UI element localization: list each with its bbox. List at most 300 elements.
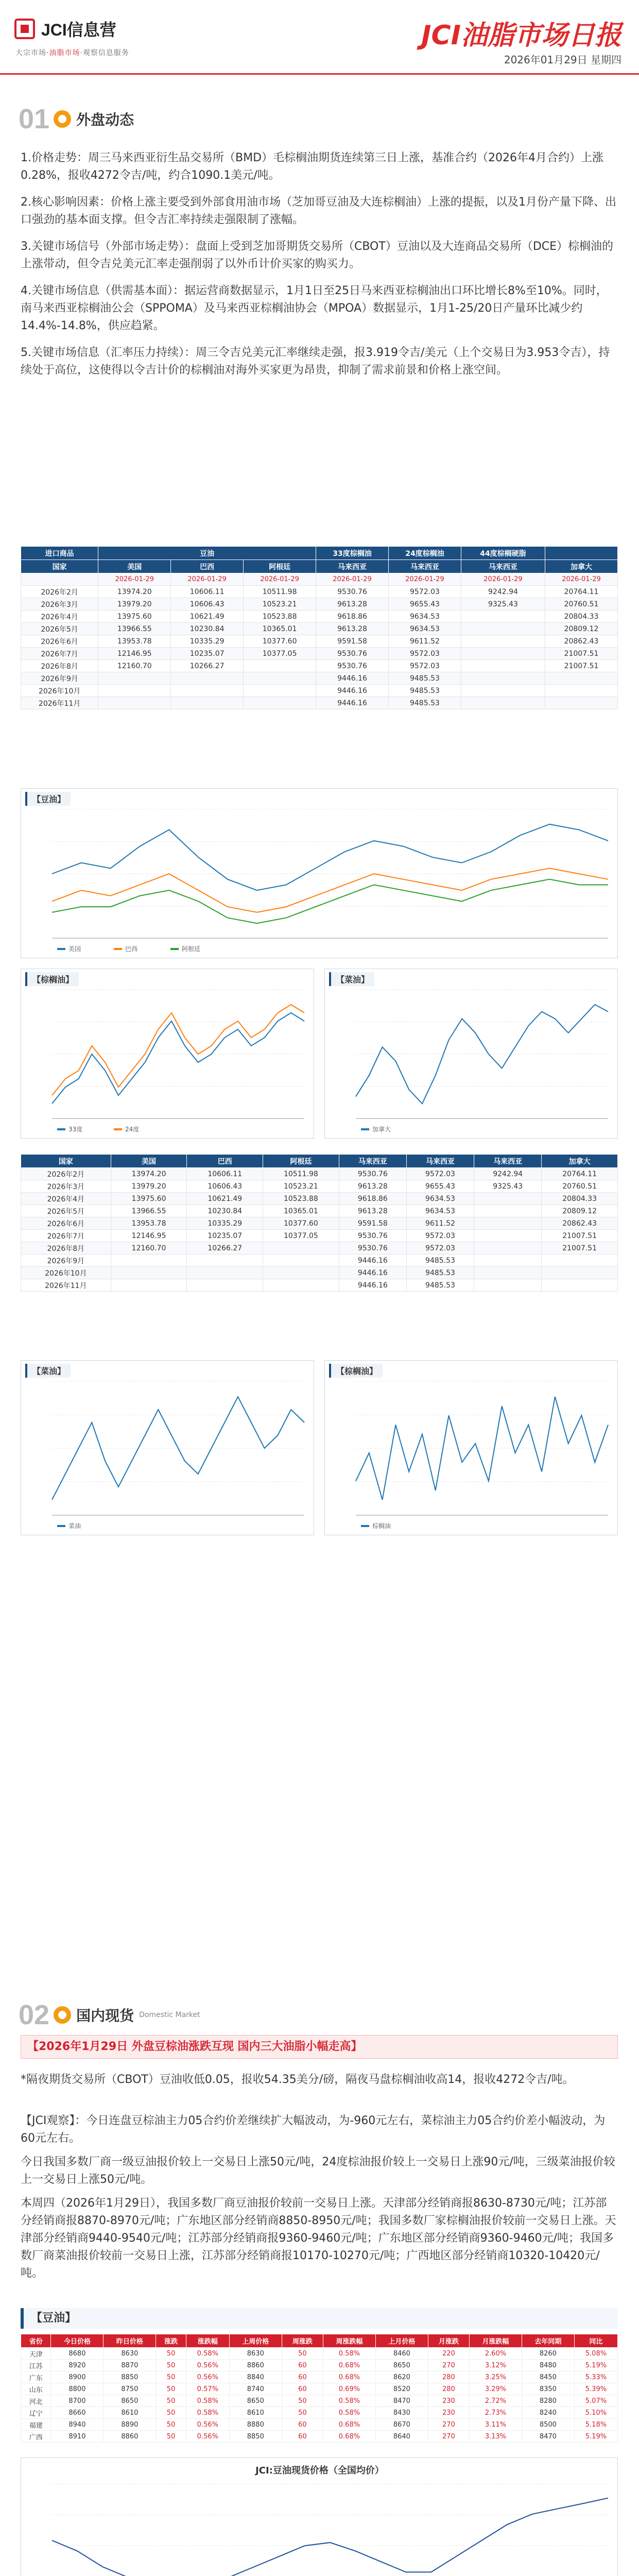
table-cell: 8500 bbox=[522, 2419, 574, 2431]
table-row bbox=[21, 1230, 618, 1242]
table-cell: 2026年4月 bbox=[21, 1193, 111, 1205]
table-cell: 9613.28 bbox=[339, 1205, 406, 1217]
table-cell: 50 bbox=[156, 2419, 186, 2431]
table-cell: 10335.29 bbox=[171, 635, 244, 648]
table-cell: 10377.60 bbox=[244, 635, 316, 648]
table-cell: 2026年10月 bbox=[21, 685, 98, 697]
table-header-cell: 周涨跌幅 bbox=[323, 2334, 375, 2348]
table-cell: 8430 bbox=[375, 2407, 428, 2419]
table-row bbox=[21, 1217, 618, 1230]
table-cell: 9591.58 bbox=[316, 635, 389, 648]
table-header-cell: 马来西亚 bbox=[388, 560, 461, 573]
table-cell: 9613.28 bbox=[316, 598, 389, 611]
table-row bbox=[21, 2371, 618, 2383]
table-cell bbox=[111, 1267, 187, 1279]
table-cell: 江苏 bbox=[21, 2360, 51, 2371]
table-header-cell: 马来西亚 bbox=[339, 1155, 406, 1168]
table-cell: 2026-01-29 bbox=[545, 573, 617, 586]
table-cell: 8800 bbox=[51, 2383, 103, 2395]
chart-rapeseed-2 bbox=[21, 1360, 314, 1535]
section-2-heading bbox=[19, 1999, 200, 2031]
table-cell: 8450 bbox=[522, 2371, 574, 2383]
brand-logo bbox=[14, 14, 116, 43]
market-paragraph: 今日我国多数厂商一级豆油报价较上一交易日上涨50元/吨，24度棕油报价较上一交易日上涨90元/吨，三级菜油报价较上一交易日上涨50元/吨。 bbox=[21, 2156, 615, 2186]
table-cell: 9530.76 bbox=[316, 586, 389, 598]
table-cell: 8470 bbox=[375, 2395, 428, 2407]
table-cell bbox=[474, 1279, 542, 1292]
tagline-left: 大宗市场 bbox=[15, 49, 46, 57]
series-line-巴西 bbox=[52, 868, 608, 912]
table-header-cell: 巴西 bbox=[171, 560, 244, 573]
chart-tag: 【棕榈油】 bbox=[329, 1364, 383, 1378]
tagline-mid: 油脂市场 bbox=[49, 49, 80, 57]
table-cell: 220 bbox=[428, 2348, 469, 2360]
table-row bbox=[21, 598, 618, 611]
table-header-cell: 马来西亚 bbox=[406, 1155, 474, 1168]
table-cell: 9530.76 bbox=[339, 1168, 406, 1180]
table-row bbox=[21, 2348, 618, 2360]
table-cell: 2026年10月 bbox=[21, 1267, 111, 1279]
table-cell: 2026年4月 bbox=[21, 611, 98, 623]
table-cell bbox=[542, 1267, 618, 1279]
chart-title: JCI:豆油现货价格（全国均价） bbox=[255, 2465, 384, 2476]
table-row bbox=[21, 1255, 618, 1267]
brand-tagline: 大宗市场·油脂市场·观察信息服务 bbox=[15, 49, 129, 57]
table-row bbox=[21, 1279, 618, 1292]
table-cell: 9655.43 bbox=[406, 1180, 474, 1193]
table-row bbox=[21, 635, 618, 648]
table-cell: 8920 bbox=[51, 2360, 103, 2371]
section-badge-icon bbox=[54, 110, 71, 128]
table-cell: 9485.53 bbox=[406, 1279, 474, 1292]
table-cell: 21007.51 bbox=[542, 1242, 618, 1255]
chart-palm-2 bbox=[324, 1360, 618, 1535]
table-cell: 10266.27 bbox=[171, 660, 244, 672]
table-header-cell: 昨日价格 bbox=[103, 2334, 156, 2348]
market-paragraph: 【JCI观察】：今日连盘豆棕油主力05合约价差继续扩大幅波动，为-960元左右，菜棕油主力05合约价差小幅波动，为60元左右。 bbox=[21, 2114, 606, 2145]
table-cell: 8650 bbox=[103, 2395, 156, 2407]
table-row bbox=[21, 697, 618, 709]
table-cell: 5.39% bbox=[574, 2383, 617, 2395]
table-cell: 9618.86 bbox=[339, 1193, 406, 1205]
table-cell: 10606.11 bbox=[171, 586, 244, 598]
table-cell bbox=[187, 1279, 263, 1292]
palm-spread-chart bbox=[325, 1361, 618, 1536]
table-cell: 0.68% bbox=[323, 2419, 375, 2431]
table-cell: 10523.21 bbox=[263, 1180, 339, 1193]
table-cell: 10606.11 bbox=[187, 1168, 263, 1180]
table-cell: 21007.51 bbox=[545, 648, 617, 660]
jci-logo-icon bbox=[14, 19, 35, 39]
table-header-cell: 进口商品 bbox=[21, 547, 98, 560]
rapeseed-line-chart bbox=[325, 969, 618, 1139]
table-header-row bbox=[21, 2334, 618, 2348]
table-cell: 8240 bbox=[522, 2407, 574, 2419]
table-subheader-row bbox=[21, 573, 618, 586]
table-cell: 10606.43 bbox=[187, 1180, 263, 1193]
table-row bbox=[21, 685, 618, 697]
table-cell: 9655.43 bbox=[388, 598, 461, 611]
table-cell: 0.68% bbox=[323, 2360, 375, 2371]
table-cell: 8610 bbox=[229, 2407, 282, 2419]
table-cell bbox=[98, 672, 171, 685]
table-cell: 9613.28 bbox=[339, 1180, 406, 1193]
table-cell: 8910 bbox=[51, 2431, 103, 2443]
table-cell: 13975.60 bbox=[111, 1193, 187, 1205]
table-cell: 8350 bbox=[522, 2383, 574, 2395]
table-cell: 21007.51 bbox=[545, 660, 617, 672]
table-cell: 5.19% bbox=[574, 2431, 617, 2443]
table-cell: 9446.16 bbox=[339, 1255, 406, 1267]
table-cell: 50 bbox=[156, 2407, 186, 2419]
table-cell: 9325.43 bbox=[474, 1180, 542, 1193]
table-cell: 9485.53 bbox=[406, 1255, 474, 1267]
section-number: 02 bbox=[19, 1999, 50, 2030]
table-header-cell: 阿根廷 bbox=[244, 560, 316, 573]
table-cell bbox=[545, 672, 617, 685]
table-cell: 9325.43 bbox=[461, 598, 545, 611]
market-headline: 【2026年1月29日 外盘豆棕油涨跌互现 国内三大油脂小幅走高】 bbox=[21, 2035, 618, 2059]
table-header-cell: 阿根廷 bbox=[263, 1155, 339, 1168]
table-cell: 10621.49 bbox=[187, 1193, 263, 1205]
table-cell: 8660 bbox=[51, 2407, 103, 2419]
table-cell: 50 bbox=[282, 2395, 323, 2407]
table-cell: 9485.53 bbox=[388, 685, 461, 697]
news-item: 3.关键市场信号（外部市场走势）：盘面上受到芝加哥期货交易所（CBOT）豆油以及大连商品交易所（DCE）棕榈油的上涨带动，但令吉兑美元汇率走强削弱了以外币计价买家的购买力。 bbox=[21, 240, 614, 270]
table-cell: 2026年9月 bbox=[21, 672, 98, 685]
table-cell: 2026-01-29 bbox=[461, 573, 545, 586]
table-header-cell: 44度棕榈硬脂 bbox=[461, 547, 545, 560]
table-cell: 270 bbox=[428, 2360, 469, 2371]
table-cell: 8470 bbox=[522, 2431, 574, 2443]
table-cell: 8480 bbox=[522, 2360, 574, 2371]
table-cell: 0.58% bbox=[186, 2395, 229, 2407]
table-cell: 10523.88 bbox=[263, 1193, 339, 1205]
table-cell: 9611.52 bbox=[406, 1217, 474, 1230]
table-cell: 9613.28 bbox=[316, 623, 389, 635]
table-cell bbox=[263, 1279, 339, 1292]
table-row bbox=[21, 623, 618, 635]
table-cell bbox=[461, 672, 545, 685]
table-row bbox=[21, 1180, 618, 1193]
legend-swatch bbox=[114, 1128, 122, 1130]
import-cost-table bbox=[21, 546, 618, 709]
table-cell: 8680 bbox=[51, 2348, 103, 2360]
table-cell: 9242.94 bbox=[461, 586, 545, 598]
table-cell: 8700 bbox=[51, 2395, 103, 2407]
table-header-cell: 今日价格 bbox=[51, 2334, 103, 2348]
table-cell: 20804.33 bbox=[545, 611, 617, 623]
table-cell: 20764.11 bbox=[542, 1168, 618, 1180]
table-cell: 5.08% bbox=[574, 2348, 617, 2360]
table-cell: 20862.43 bbox=[542, 1217, 618, 1230]
table-cell: 50 bbox=[156, 2360, 186, 2371]
news-item: 1.价格走势：周三马来西亚衍生品交易所（BMD）毛棕榈油期货连续第三日上涨，基准合约（2026年4月合约）上涨0.28%，报收4272令吉/吨，约合1090.1美元/吨。 bbox=[21, 151, 603, 182]
table-cell: 3.29% bbox=[470, 2383, 522, 2395]
legend-label: 24度 bbox=[125, 1126, 140, 1133]
table-cell: 2.73% bbox=[470, 2407, 522, 2419]
legend-swatch bbox=[361, 1525, 369, 1527]
table-cell: 20804.33 bbox=[542, 1193, 618, 1205]
table-cell: 10266.27 bbox=[187, 1242, 263, 1255]
legend-swatch bbox=[57, 1128, 65, 1130]
table-cell: 13966.55 bbox=[111, 1205, 187, 1217]
table-row bbox=[21, 2407, 618, 2419]
table-cell: 9446.16 bbox=[316, 697, 389, 709]
table-cell: 9485.53 bbox=[406, 1267, 474, 1279]
table-cell: 2026年8月 bbox=[21, 1242, 111, 1255]
table-cell: 9634.53 bbox=[388, 623, 461, 635]
table-cell: 8670 bbox=[375, 2419, 428, 2431]
section-title: 国内现货 bbox=[76, 2007, 134, 2024]
table-cell: 270 bbox=[428, 2431, 469, 2443]
table-cell: 9634.53 bbox=[406, 1205, 474, 1217]
table-header-cell: 豆油 bbox=[98, 547, 316, 560]
table-row bbox=[21, 586, 618, 598]
table-cell: 8880 bbox=[229, 2419, 282, 2431]
table-cell: 9572.03 bbox=[388, 648, 461, 660]
table-cell: 9530.76 bbox=[316, 648, 389, 660]
table-cell: 2026年8月 bbox=[21, 660, 98, 672]
table-cell: 2026年7月 bbox=[21, 1230, 111, 1242]
news-item: 2.核心影响因素：价格上涨主要受到外部食用油市场（芝加哥豆油及大连棕榈油）上涨的提振，以及1月份产量下降、出口强劲的基本面支撑。但令吉汇率持续走强限制了涨幅。 bbox=[21, 196, 616, 226]
table-cell: 0.57% bbox=[186, 2383, 229, 2395]
table-cell: 8850 bbox=[229, 2431, 282, 2443]
table-cell: 13979.20 bbox=[111, 1180, 187, 1193]
table-cell: 50 bbox=[282, 2407, 323, 2419]
table-header-cell: 马来西亚 bbox=[316, 560, 389, 573]
table-cell: 9572.03 bbox=[388, 586, 461, 598]
table-cell: 9242.94 bbox=[474, 1168, 542, 1180]
table-cell bbox=[542, 1279, 618, 1292]
table-cell: 10365.01 bbox=[244, 623, 316, 635]
table-cell: 8630 bbox=[229, 2348, 282, 2360]
table-cell: 8280 bbox=[522, 2395, 574, 2407]
table-cell: 10235.07 bbox=[171, 648, 244, 660]
table-cell: 2026年5月 bbox=[21, 623, 98, 635]
table-cell: 13966.55 bbox=[98, 623, 171, 635]
table-cell bbox=[474, 1242, 542, 1255]
table-cell bbox=[461, 660, 545, 672]
table-cell: 10230.84 bbox=[187, 1205, 263, 1217]
table-cell: 50 bbox=[156, 2371, 186, 2383]
table-cell: 天津 bbox=[21, 2348, 51, 2360]
table-cell: 9446.16 bbox=[316, 685, 389, 697]
table-cell: 8460 bbox=[375, 2348, 428, 2360]
soy-price-heading: 【豆油】 bbox=[21, 2308, 618, 2329]
table-header-cell: 24度棕榈油 bbox=[388, 547, 461, 560]
legend-swatch bbox=[57, 1525, 65, 1527]
chart-tag: 【棕榈油】 bbox=[25, 972, 79, 986]
table-cell bbox=[542, 1255, 618, 1267]
table-cell: 2026-01-29 bbox=[171, 573, 244, 586]
table-cell: 辽宁 bbox=[21, 2407, 51, 2419]
table-cell: 13974.20 bbox=[98, 586, 171, 598]
table-cell: 0.56% bbox=[186, 2419, 229, 2431]
table-cell: 60 bbox=[282, 2431, 323, 2443]
table-cell: 8740 bbox=[229, 2383, 282, 2395]
table-cell: 0.68% bbox=[323, 2371, 375, 2383]
rapeseed-spread-chart bbox=[21, 1361, 315, 1536]
table-cell bbox=[21, 573, 98, 586]
table-cell: 50 bbox=[156, 2383, 186, 2395]
table-cell: 10235.07 bbox=[187, 1230, 263, 1242]
table-cell bbox=[187, 1255, 263, 1267]
table-cell: 广东 bbox=[21, 2371, 51, 2383]
table-cell: 10335.29 bbox=[187, 1217, 263, 1230]
news-item: 5.关键市场信息（汇率压力持续）：周三令吉兑美元汇率继续走强，报3.919令吉/美元（上个交易日为3.953令吉），持续处于高位，这使得以令吉计价的棕榈油对海外买家更为昂贵，抑制了需求前景和价格上涨空间。 bbox=[21, 346, 610, 377]
soy-price-table bbox=[21, 2334, 618, 2443]
table-cell: 10511.98 bbox=[244, 586, 316, 598]
table-cell: 20809.12 bbox=[545, 623, 617, 635]
table-cell: 9591.58 bbox=[339, 1217, 406, 1230]
table-cell: 8860 bbox=[229, 2360, 282, 2371]
soy-spot-chart bbox=[21, 2458, 618, 2576]
table-cell: 2026年3月 bbox=[21, 598, 98, 611]
table-cell: 10621.49 bbox=[171, 611, 244, 623]
table-cell: 2026-01-29 bbox=[244, 573, 316, 586]
table-cell: 9611.52 bbox=[388, 635, 461, 648]
table-cell: 9572.03 bbox=[406, 1168, 474, 1180]
section-subtitle: Domestic Market bbox=[139, 2011, 200, 2019]
table-cell: 0.58% bbox=[186, 2407, 229, 2419]
table-cell: 8750 bbox=[103, 2383, 156, 2395]
table-cell: 20862.43 bbox=[545, 635, 617, 648]
soyoil-line-chart bbox=[21, 789, 618, 959]
table-cell: 20809.12 bbox=[542, 1205, 618, 1217]
table-cell: 2026年11月 bbox=[21, 697, 98, 709]
table-cell: 8890 bbox=[103, 2419, 156, 2431]
table-cell bbox=[98, 685, 171, 697]
table-header-cell: 同比 bbox=[574, 2334, 617, 2348]
table-header-cell: 上月价格 bbox=[375, 2334, 428, 2348]
table-cell: 20760.51 bbox=[542, 1180, 618, 1193]
table-cell: 8620 bbox=[375, 2371, 428, 2383]
table-cell bbox=[474, 1217, 542, 1230]
table-cell: 2026年9月 bbox=[21, 1255, 111, 1267]
table-cell: 8520 bbox=[375, 2383, 428, 2395]
series-line-24度 bbox=[52, 1005, 304, 1095]
table-header-cell: 马来西亚 bbox=[461, 560, 545, 573]
legend-swatch bbox=[170, 948, 179, 950]
table-cell: 20764.11 bbox=[545, 586, 617, 598]
table-cell: 2.60% bbox=[470, 2348, 522, 2360]
header-divider bbox=[0, 73, 639, 75]
palm-line-chart bbox=[21, 969, 315, 1139]
series-line-豆油 bbox=[52, 2498, 608, 2576]
table-row bbox=[21, 648, 618, 660]
table-cell: 8650 bbox=[375, 2360, 428, 2371]
table-cell: 3.25% bbox=[470, 2371, 522, 2383]
section-1-heading bbox=[19, 103, 134, 135]
table-cell: 230 bbox=[428, 2395, 469, 2407]
table-cell: 9446.16 bbox=[316, 672, 389, 685]
table-header-cell: 上周价格 bbox=[229, 2334, 282, 2348]
market-paragraph: *隔夜期货交易所（CBOT）豆油收低0.05，报收54.35美分/磅，隔夜马盘棕榈油收高14，报收4272令吉/吨。 bbox=[21, 2073, 574, 2086]
table-cell bbox=[263, 1267, 339, 1279]
table-cell: 20760.51 bbox=[545, 598, 617, 611]
table-cell: 50 bbox=[156, 2395, 186, 2407]
table-header-cell: 去年同期 bbox=[522, 2334, 574, 2348]
table-cell: 2026年2月 bbox=[21, 1168, 111, 1180]
table-cell: 8840 bbox=[229, 2371, 282, 2383]
table-header-cell bbox=[545, 547, 617, 560]
table-cell: 8640 bbox=[375, 2431, 428, 2443]
table-cell: 2026年11月 bbox=[21, 1279, 111, 1292]
table-cell: 9572.03 bbox=[388, 660, 461, 672]
table-row bbox=[21, 672, 618, 685]
table-cell bbox=[244, 697, 316, 709]
table-row bbox=[21, 2383, 618, 2395]
table-cell: 0.68% bbox=[323, 2431, 375, 2443]
table-row bbox=[21, 2431, 618, 2443]
table-header-cell: 33度棕榈油 bbox=[316, 547, 389, 560]
table-cell: 河北 bbox=[21, 2395, 51, 2407]
legend-label: 阿根廷 bbox=[182, 945, 201, 953]
chart-soyoil bbox=[21, 788, 618, 958]
table-header-cell: 美国 bbox=[98, 560, 171, 573]
table-header-cell: 加拿大 bbox=[545, 560, 617, 573]
table-cell bbox=[171, 685, 244, 697]
table-header-cell: 涨跌幅 bbox=[186, 2334, 229, 2348]
table-cell: 10365.01 bbox=[263, 1205, 339, 1217]
table-cell: 广西 bbox=[21, 2431, 51, 2443]
table-cell bbox=[111, 1255, 187, 1267]
legend-label: 加拿大 bbox=[372, 1126, 391, 1133]
table-cell: 9530.76 bbox=[339, 1230, 406, 1242]
legend-swatch bbox=[114, 948, 122, 950]
table-row bbox=[21, 1267, 618, 1279]
table-cell bbox=[474, 1267, 542, 1279]
table-cell: 12146.95 bbox=[111, 1230, 187, 1242]
table-cell bbox=[461, 611, 545, 623]
table-cell: 8940 bbox=[51, 2419, 103, 2431]
table-cell: 10511.98 bbox=[263, 1168, 339, 1180]
table-row bbox=[21, 2360, 618, 2371]
table-cell bbox=[111, 1279, 187, 1292]
table-cell bbox=[461, 697, 545, 709]
table-header-row bbox=[21, 1155, 618, 1168]
table-cell: 9446.16 bbox=[339, 1267, 406, 1279]
table-cell: 3.11% bbox=[470, 2419, 522, 2431]
table-row bbox=[21, 1242, 618, 1255]
table-cell: 60 bbox=[282, 2360, 323, 2371]
table-header-row bbox=[21, 560, 618, 573]
legend-label: 巴西 bbox=[125, 945, 138, 953]
table-cell bbox=[171, 672, 244, 685]
table-cell bbox=[98, 697, 171, 709]
table-cell bbox=[244, 660, 316, 672]
table-cell: 10230.84 bbox=[171, 623, 244, 635]
report-title: JCI油脂市场日报 bbox=[421, 20, 621, 51]
table-header-cell: 加拿大 bbox=[542, 1155, 618, 1168]
section-badge-icon bbox=[54, 2006, 71, 2024]
table-cell: 230 bbox=[428, 2407, 469, 2419]
table-row bbox=[21, 2419, 618, 2431]
table-header-cell: 涨跌 bbox=[156, 2334, 186, 2348]
table-row bbox=[21, 1168, 618, 1180]
table-cell: 270 bbox=[428, 2419, 469, 2431]
table-cell: 8630 bbox=[103, 2348, 156, 2360]
table-cell: 280 bbox=[428, 2371, 469, 2383]
table-header-cell: 国家 bbox=[21, 560, 98, 573]
section-number: 01 bbox=[19, 104, 50, 134]
table-cell: 5.33% bbox=[574, 2371, 617, 2383]
table-cell: 8860 bbox=[103, 2431, 156, 2443]
table-cell: 50 bbox=[156, 2348, 186, 2360]
legend-swatch bbox=[361, 1128, 369, 1130]
table-cell: 0.69% bbox=[323, 2383, 375, 2395]
